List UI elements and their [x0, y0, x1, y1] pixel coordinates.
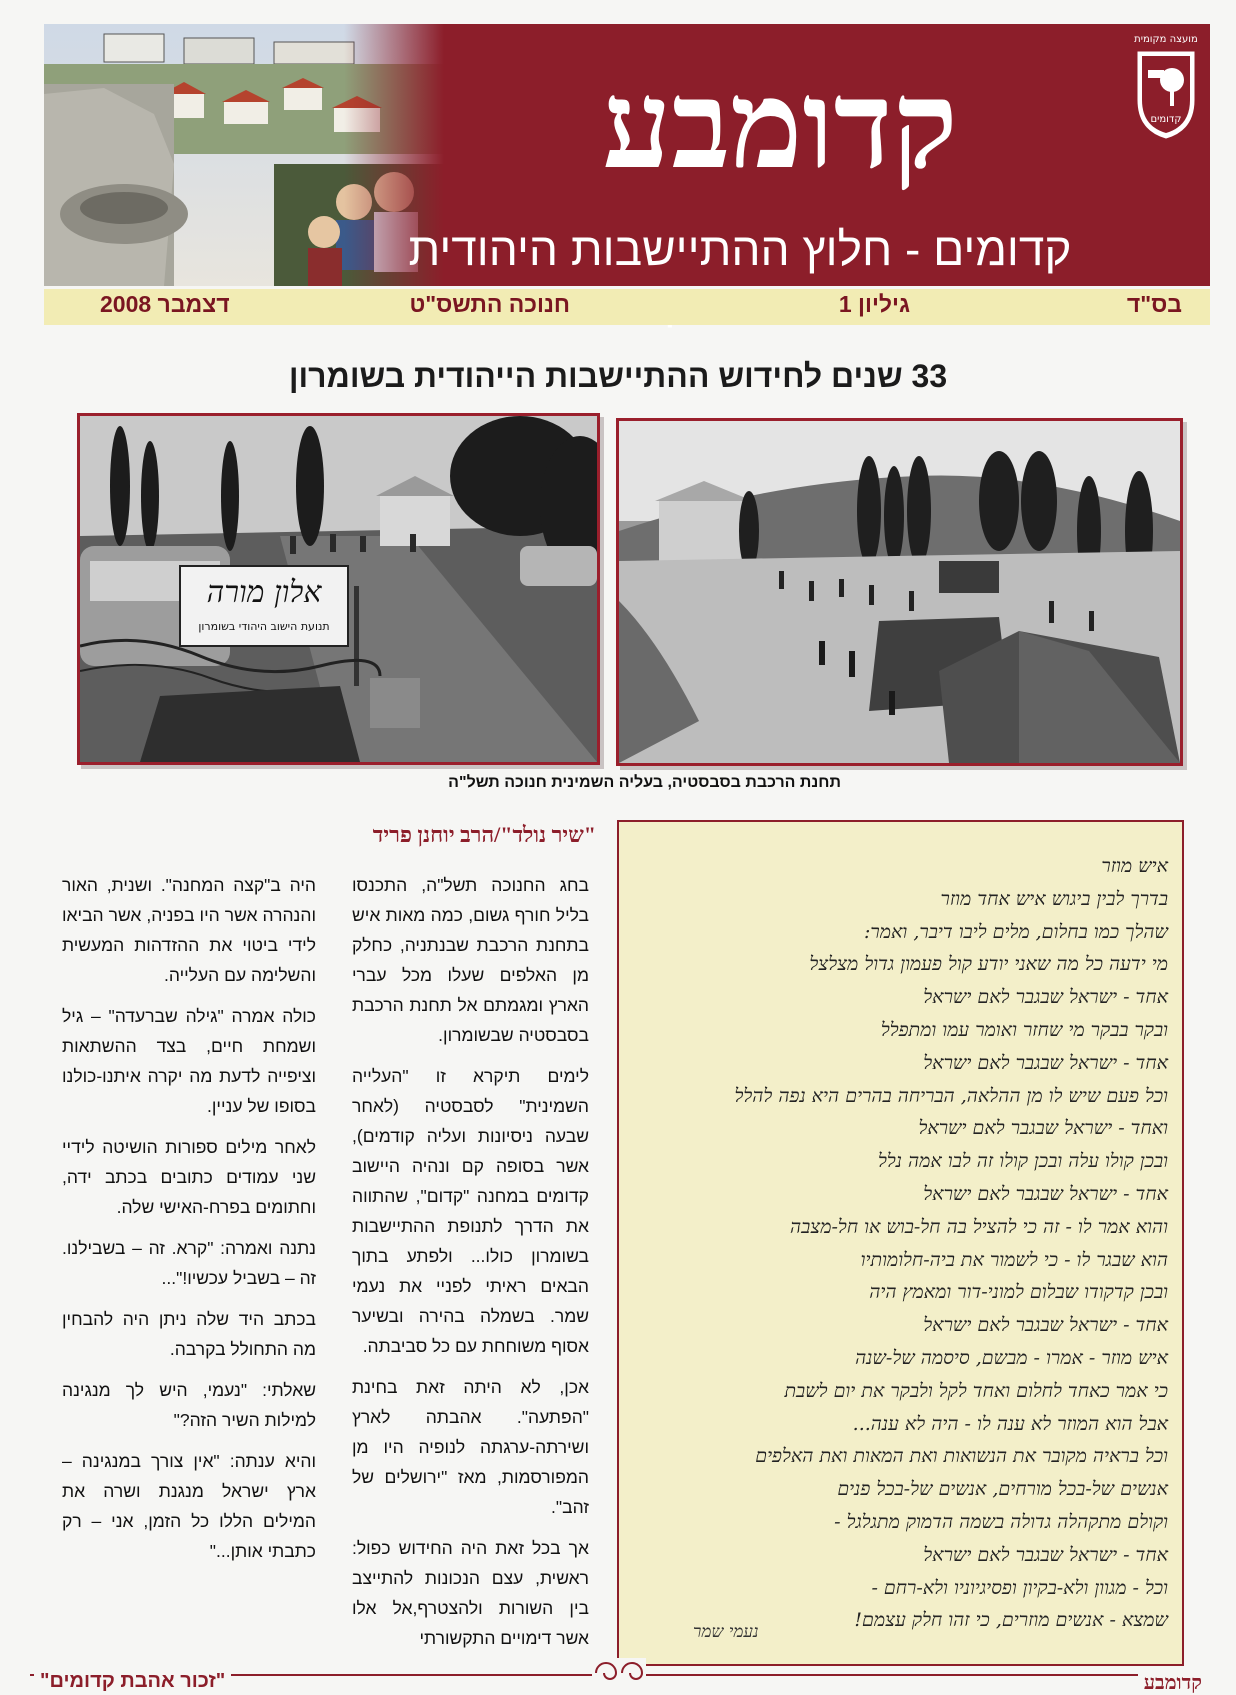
- main-headline: 33 שנים לחידוש ההתיישבות הייהודית בשומרון: [288, 358, 948, 394]
- manuscript-line: ובכן קדקודו שבלום למוני-דור ומאמץ היה: [869, 1281, 1168, 1304]
- paragraph: היה ב"קצה המחנה". ושנית, האור והנהרה אשר היו בפניה, אשר הביאו לידי ביטוי את ההזדהות המעשית והשלימה עם העלייה.: [62, 875, 316, 985]
- sign-text-main: אלון מורה: [206, 575, 322, 610]
- paragraph: בחג החנוכה תשל"ה, התכנסו בליל חורף גשום, כמה מאות איש בתחנת הרכבת שבנתניה, כחלק מן האלפים שעלו מכל עברי הארץ ומגמתם אל תחנת הרכבת בסבסטיה שבשומרון.: [352, 875, 589, 1045]
- manuscript-line: שהלך כמו בחלום, מלים ליבו דיבר, ואמר:: [864, 920, 1168, 943]
- footer-slogan: "זכור אהבת קדומים": [34, 1670, 231, 1693]
- manuscript-lines: [633, 850, 1168, 1637]
- manuscript-line: בדרך לבין ביגוש איש אחד מוזר: [940, 887, 1168, 910]
- manuscript-line: אחד - ישראל שבגבר לאם ישראל: [923, 1543, 1168, 1566]
- crest-label: קדומים: [1150, 114, 1182, 125]
- manuscript-signature: נעמי שמר: [693, 1622, 759, 1642]
- manuscript-line: שמצא - אנשים מוזרים, כי זהו חלק עצמם!: [854, 1609, 1168, 1632]
- paragraph: אך בכל זאת היה החידוש כפול: ראשית, עצם הנכונות להתייצב בין השורות ולהצטרף,אל אלו אשר דימויים התקשורתי: [352, 1538, 589, 1648]
- paragraph: כולה אמרה "גילה שברעדה" – גיל ושמחת חיים, בצד ההשתאות וציפייה לדעת מה יקרה איתנו-כולנו בסופו של עניין.: [62, 1006, 316, 1116]
- paragraph: אכן, לא היתה זאת בחינת "הפתעה". אהבתה לארץ ושירתה-ערגתה לנופיה היו מן המפורסמות, מאז "ירושלים של זהב".: [352, 1377, 589, 1517]
- article-column-left: [62, 870, 316, 1577]
- article-column-right: [352, 870, 589, 1664]
- manuscript-line: איש מוזר - אמרו - מבשם, סיסמה של-שנה: [855, 1346, 1168, 1369]
- manuscript-line: אחד - ישראל שבגבר לאם ישראל: [923, 986, 1168, 1009]
- masthead-title: קדומבע: [602, 52, 958, 196]
- manuscript-line: אחד - ישראל שבגבר לאם ישראל: [923, 1182, 1168, 1205]
- bsd-mark: בס"ד: [1126, 291, 1182, 317]
- manuscript-line: ואחד - ישראל שבגבר לאם ישראל: [918, 1117, 1168, 1140]
- issue-holiday: חנוכה התשס"ט: [409, 291, 570, 317]
- paragraph: והיא ענתה: "אין צורך במנגינה – ארץ ישראל מנגנת ושרה את המילים הללו כל הזמן, אני – רק כתבתי אותן...": [62, 1451, 316, 1561]
- issue-info-bar: [44, 289, 1210, 325]
- manuscript-line: וכל בראיה מקובר את הנשואות ואת המאות ואת האלפים: [755, 1445, 1168, 1468]
- manuscript-line: וכל - מגוון ולא-בקיון ופסיגיוניו ולא-רחם -: [871, 1576, 1168, 1599]
- paragraph: לאחר מילים ספורות הושיטה לידיי שני עמודים כתובים בכתב ידה, וחתומים בפרח-האישי שלה.: [62, 1137, 316, 1217]
- masthead-subtitle: קדומים - חלוץ ההתיישבות היהודית: [408, 223, 1072, 275]
- manuscript-line: אחד - ישראל שבגבר לאם ישראל: [923, 1314, 1168, 1337]
- council-crest-icon: [1134, 34, 1198, 140]
- manuscript-line: אנשים של-בכל מורחים, אנשים של-בכל פנים: [837, 1478, 1168, 1501]
- handwritten-poem-manuscript: [617, 820, 1184, 1666]
- manuscript-line: מי ידעה כל מה שאני יודע קול פעמון גדול מצלצל: [809, 953, 1168, 976]
- photo-caption: תחנת הרכבת בסבסטיה, בעליה השמינית חנוכה תשל"ה: [448, 774, 841, 791]
- crest-top-label: מועצה מקומית: [1134, 34, 1198, 45]
- manuscript-line: כי אמר כאחד לחלום ואחד לקל ולבקר את יום לשבת: [784, 1379, 1168, 1402]
- manuscript-line: אבל הוא המוזר לא ענה לו - היה לא ענה...: [852, 1412, 1168, 1435]
- swirl-ornament-icon: [592, 1658, 646, 1688]
- paragraph: נתנה ואמרה: "קרא. זה – בשבילנו. זה – בשביל עכשיו!"...: [62, 1238, 316, 1288]
- issue-date: דצמבר 2008: [100, 291, 230, 317]
- manuscript-line: וכל פעם שיש לו מן ההלאה, הבריחה בהרים היא נפה להלל: [734, 1084, 1168, 1107]
- issue-number: גיליון 1: [838, 291, 910, 317]
- manuscript-line: והוא אמר לו - זה כי להציל בה חל-בוש או חל-מצבה: [790, 1215, 1168, 1238]
- manuscript-line: ובכן קולו עלה ובכן קולו זה לבו אמה נלל: [877, 1150, 1168, 1173]
- paragraph: שאלתי: "נעמי, היש לך מנגינה למילות השיר הזה?": [62, 1380, 316, 1430]
- masthead: [44, 24, 1210, 286]
- manuscript-line: איש מוזר: [1101, 855, 1168, 877]
- manuscript-line: וקולם מתקהלה גדולה בשמה הדמוק מתגלגל -: [834, 1510, 1168, 1533]
- sign-text-sub: תנועת הישוב היהודי בשומרון: [198, 620, 330, 633]
- paragraph: בכתב היד שלה ניתן היה להבחין מה התחולל בקרבה.: [62, 1309, 316, 1359]
- photo-sebastia-station: [616, 418, 1183, 766]
- manuscript-line: ובקר בבקר מי שחזר ואומר עמו ומתפלל: [880, 1018, 1168, 1041]
- article-title: "שיר נולד"/הרב יוחנן פריד: [372, 822, 596, 847]
- paragraph: לימים תיקרא זו "העלייה השמינית" לסבסטיה (לאחר שבעה ניסיונות ועליה קודמים), אשר בסופה קם ונהיה היישוב קדומים במחנה "קדום", שהתווה את הדרך לתנופת ההתיישבות בשומרון כולו... ולפתע בתוך הבאים ראיתי לפניי את נעמי שמר. בשמלה בהירה ובשיער אסוף משוחחת עם כל סביבתה.: [352, 1066, 589, 1356]
- manuscript-line: הוא שבגר לו - כי לשמור את ביה-חלומותיו: [860, 1248, 1168, 1271]
- photo-alon-moreh-sign: [77, 413, 600, 765]
- manuscript-line: אחד - ישראל שבגבר לאם ישראל: [923, 1051, 1168, 1074]
- footer-masthead-name: קדומבע: [1138, 1670, 1208, 1695]
